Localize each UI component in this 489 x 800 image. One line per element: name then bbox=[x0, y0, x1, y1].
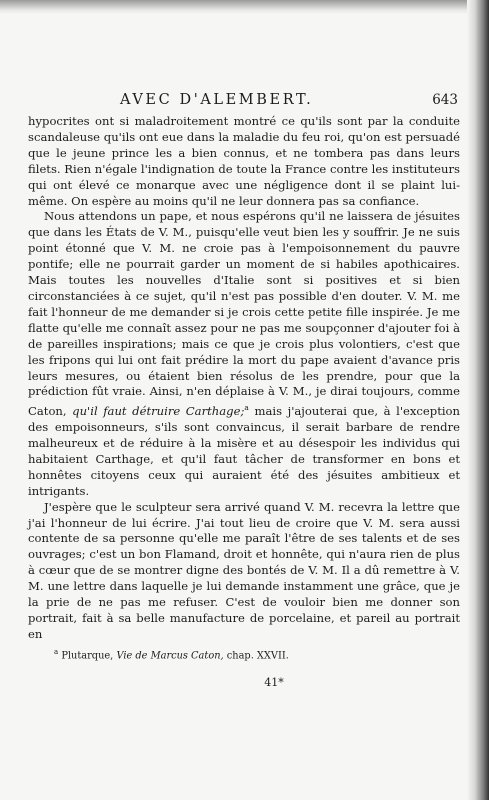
signature-mark: 41* bbox=[264, 676, 284, 690]
body-text bbox=[28, 114, 460, 643]
footnote bbox=[28, 646, 460, 662]
footnote-marker: a bbox=[54, 647, 59, 656]
caton-quote: qu'il faut détruire Carthage; bbox=[72, 404, 245, 419]
footnote-work: Vie de Marcus Caton, bbox=[116, 650, 224, 662]
paragraph-2-continuation: mais j'ajouterai que, à l'exception des empoisonneurs, s'ils sont convaincus, il serait barbare de rendre malheureux et de réduire à la misère et au désespoir les individus qui habitaient Carthage, et qu'il faut tâcher de transformer en bons et honnêtes citoyens ceux qui auraient été des jésuites ambitieux et intrigants. bbox=[28, 404, 461, 498]
paragraph-1: hypocrites ont si maladroitement montré ce qu'ils sont par la conduite scandaleuse qu'ils ont eue dans la maladie du feu roi, qu'on est persuadé que le jeune prince les a bien connus, et ne tombera pas dans leurs filets. Rien n'égale l'indignation de toute la France contre les instituteurs qui ont élevé ce monarque avec une négligence dont il se plaint lui-même. On espère au moins qu'il ne leur donnera pas sa confiance. bbox=[28, 114, 460, 208]
footnote-chapter: chap. XXVII. bbox=[226, 650, 289, 662]
footnote-author: Plutarque, bbox=[61, 650, 114, 662]
scan-top-edge bbox=[0, 0, 489, 14]
page-number: 643 bbox=[432, 92, 458, 108]
running-title: AVEC D'ALEMBERT. bbox=[120, 92, 314, 108]
running-head bbox=[28, 92, 460, 114]
paragraph-3: J'espère que le sculpteur sera arrivé quand V. M. recevra la lettre que j'ai l'honneur de lui écrire. J'ai tout lieu de croire que V. M. sera aussi contente de sa personne qu'elle me paraît l'être de ses talents et de ses ouvrages; c'est un bon Flamand, droit et honnête, qui n'aura rien de plus à cœur que de se montrer digne des bontés de V. M. Il a dû remettre à V. M. une lettre dans laquelle je lui demande instamment une grâce, que je la prie de ne pas me refuser. C'est de vouloir bien me donner son portrait, fait à sa belle manufacture de porcelaine, et pareil au portrait en bbox=[28, 499, 460, 641]
scan-binding-shadow bbox=[467, 0, 489, 800]
book-page bbox=[28, 92, 460, 689]
paragraph-2 bbox=[28, 209, 460, 499]
footnote-reference: a bbox=[244, 403, 249, 413]
paragraph-2-text: Nous attendons un pape, et nous espérons qu'il ne laissera de jésuites que dans les États de V. M., puisqu'elle veut bien les y souffrir. Je ne suis point étonné que V. M. ne croie pas à l'empoisonnement du pauvre pontife; elle ne pourrait garder un moment de si habiles apothicaires. Mais toutes les nouvelles d'Italie sont si positives et si bien circonstanciées à ce sujet, qu'il n'est pas possible d'en douter. V. M. me fait l'honneur de me demander si je crois cette petite fille inspirée. Je me flatte qu'elle me connaît assez pour ne pas me soupçonner d'ajouter foi à de pareilles inspirations; mais ce que je crois plus volontiers, c'est que les fripons qui lui ont fait prédire la mort du pape avaient d'avance pris leurs mesures, ou étaient bien résolus de les prendre, pour que la prédiction fût vraie. Ainsi, n'en déplaise à V. M., je dirai toujours, comme Caton, bbox=[28, 209, 460, 419]
